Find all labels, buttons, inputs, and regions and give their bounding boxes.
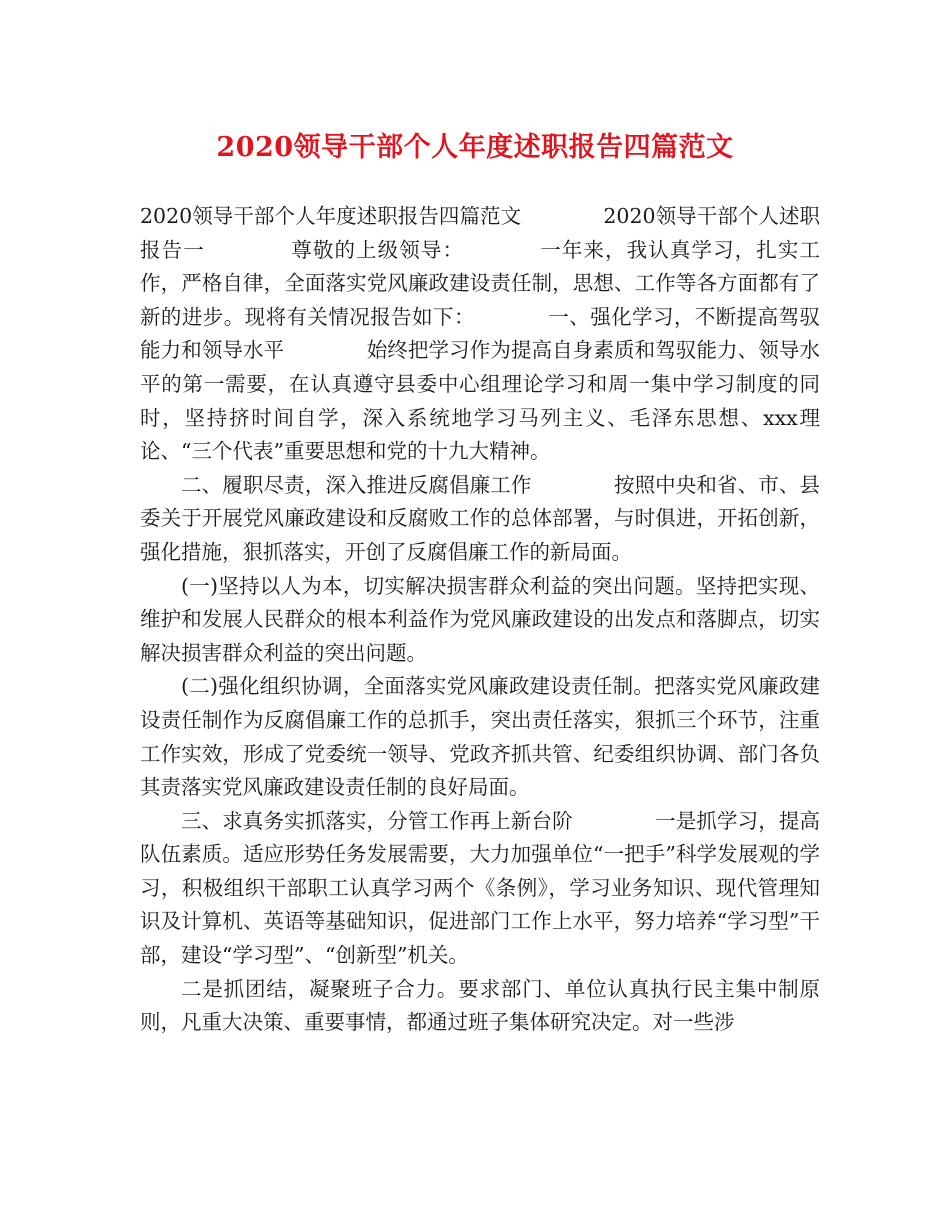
document-body xyxy=(140,200,820,1040)
paragraph-section-two: 二、履职尽责，深入推进反腐倡廉工作 按照中央和省、市、县委关于开展党风廉政建设和反腐败工作的总体部署，与时俱进，开拓创新，强化措施，狠抓落实，开创了反腐倡廉工作的新局面。 xyxy=(140,472,820,564)
paragraph-unity: 二是抓团结，凝聚班子合力。要求部门、单位认真执行民主集中制原则，凡重大决策、重要事情，都通过班子集体研究决定。对一些涉 xyxy=(140,976,820,1035)
paragraph-item-one: (一)坚持以人为本，切实解决损害群众利益的突出问题。坚持把实现、维护和发展人民群众的根本利益作为党风廉政建设的出发点和落脚点，切实解决损害群众利益的突出问题。 xyxy=(140,573,820,665)
paragraph-item-two: (二)强化组织协调，全面落实党风廉政建设责任制。把落实党风廉政建设责任制作为反腐倡廉工作的总抓手，突出责任落实，狠抓三个环节，注重工作实效，形成了党委统一领导、党政齐抓共管、纪委组织协调、部门各负其责落实党风廉政建设责任制的良好局面。 xyxy=(140,674,820,800)
paragraph-section-three: 三、求真务实抓落实，分管工作再上新台阶 一是抓学习，提高队伍素质。适应形势任务发展需要，大力加强单位“一把手”科学发展观的学习，积极组织干部职工认真学习两个《条例》，学习业务知识、现代管理知识及计算机、英语等基础知识，促进部门工作上水平，努力培养“学习型”干部，建设“学习型”、“创新型”机关。 xyxy=(140,808,820,968)
paragraph-intro: 2020领导干部个人年度述职报告四篇范文 2020领导干部个人述职报告一 尊敬的上级领导： 一年来，我认真学习，扎实工作，严格自律，全面落实党风廉政建设责任制，思想、工作等各方面都有了新的进步。现将有关情况报告如下： 一、强化学习，不断提高驾驭能力和领导水平 始终把学习作为提高自身素质和驾驭能力、领导水平的第一需要，在认真遵守县委中心组理论学习和周一集中学习制度的同时，坚持挤时间自学，深入系统地学习马列主义、毛泽东思想、xxx理论、“三个代表”重要思想和党的十九大精神。 xyxy=(140,204,820,464)
document-title: 2020领导干部个人年度述职报告四篇范文 xyxy=(216,132,734,163)
